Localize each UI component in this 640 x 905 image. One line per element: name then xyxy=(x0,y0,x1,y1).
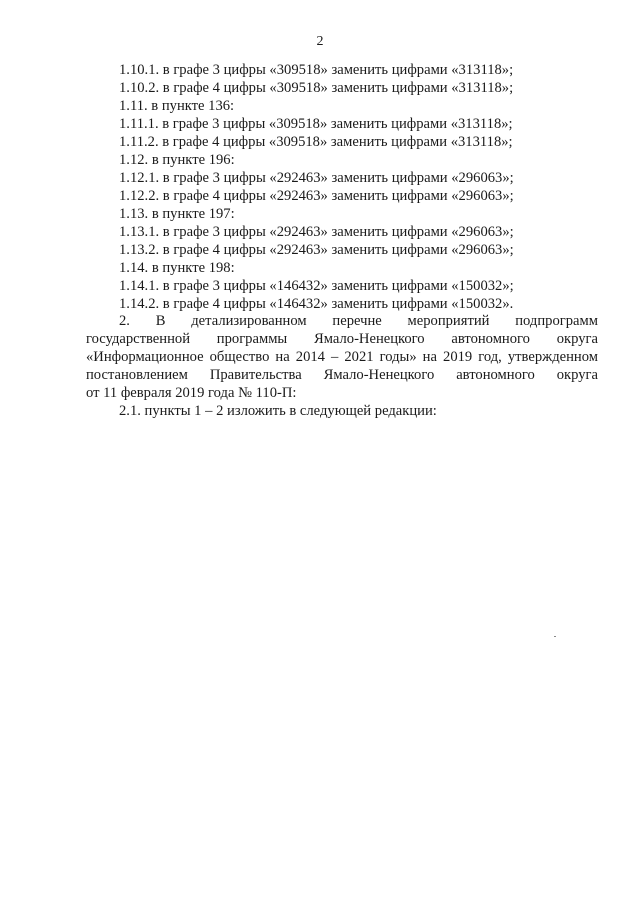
text-line: 1.11.1. в графе 3 цифры «309518» заменить цифрами «313118»; xyxy=(119,116,513,132)
text-line: 1.14. в пункте 198: xyxy=(119,260,235,276)
text-line: 1.11. в пункте 136: xyxy=(119,98,235,114)
text-line: государственной программы Ямало-Ненецкого автономного округа xyxy=(86,331,598,347)
text-line: «Информационное общество на 2014 – 2021 годы» на 2019 год, утвержденном xyxy=(86,349,598,365)
text-line: 1.12. в пункте 196: xyxy=(119,152,235,168)
text-line: 1.13.2. в графе 4 цифры «292463» заменить цифрами «296063»; xyxy=(119,242,514,258)
text-line: 2.1. пункты 1 – 2 изложить в следующей редакции: xyxy=(119,403,437,419)
text-line: 1.10.2. в графе 4 цифры «309518» заменить цифрами «313118»; xyxy=(119,80,514,96)
text-line: 1.10.1. в графе 3 цифры «309518» заменить цифрами «313118»; xyxy=(119,62,514,78)
text-line: 1.13. в пункте 197: xyxy=(119,206,235,222)
text-line: 2. В детализированном перечне мероприятий подпрограмм xyxy=(119,313,598,329)
text-line: 1.12.1. в графе 3 цифры «292463» заменить цифрами «296063»; xyxy=(119,170,514,186)
text-line: от 11 февраля 2019 года № 110-П: xyxy=(86,385,297,401)
text-line: 1.11.2. в графе 4 цифры «309518» заменить цифрами «313118»; xyxy=(119,134,513,150)
text-line: 1.14.2. в графе 4 цифры «146432» заменить цифрами «150032». xyxy=(119,296,514,312)
page-number: 2 xyxy=(316,34,324,49)
text-line: 1.12.2. в графе 4 цифры «292463» заменить цифрами «296063»; xyxy=(119,188,514,204)
text-line: 1.14.1. в графе 3 цифры «146432» заменить цифрами «150032»; xyxy=(119,278,514,294)
text-line: 1.13.1. в графе 3 цифры «292463» заменить цифрами «296063»; xyxy=(119,224,514,240)
text-line: постановлением Правительства Ямало-Ненецкого автономного округа xyxy=(86,367,598,383)
scan-speck xyxy=(554,636,556,637)
